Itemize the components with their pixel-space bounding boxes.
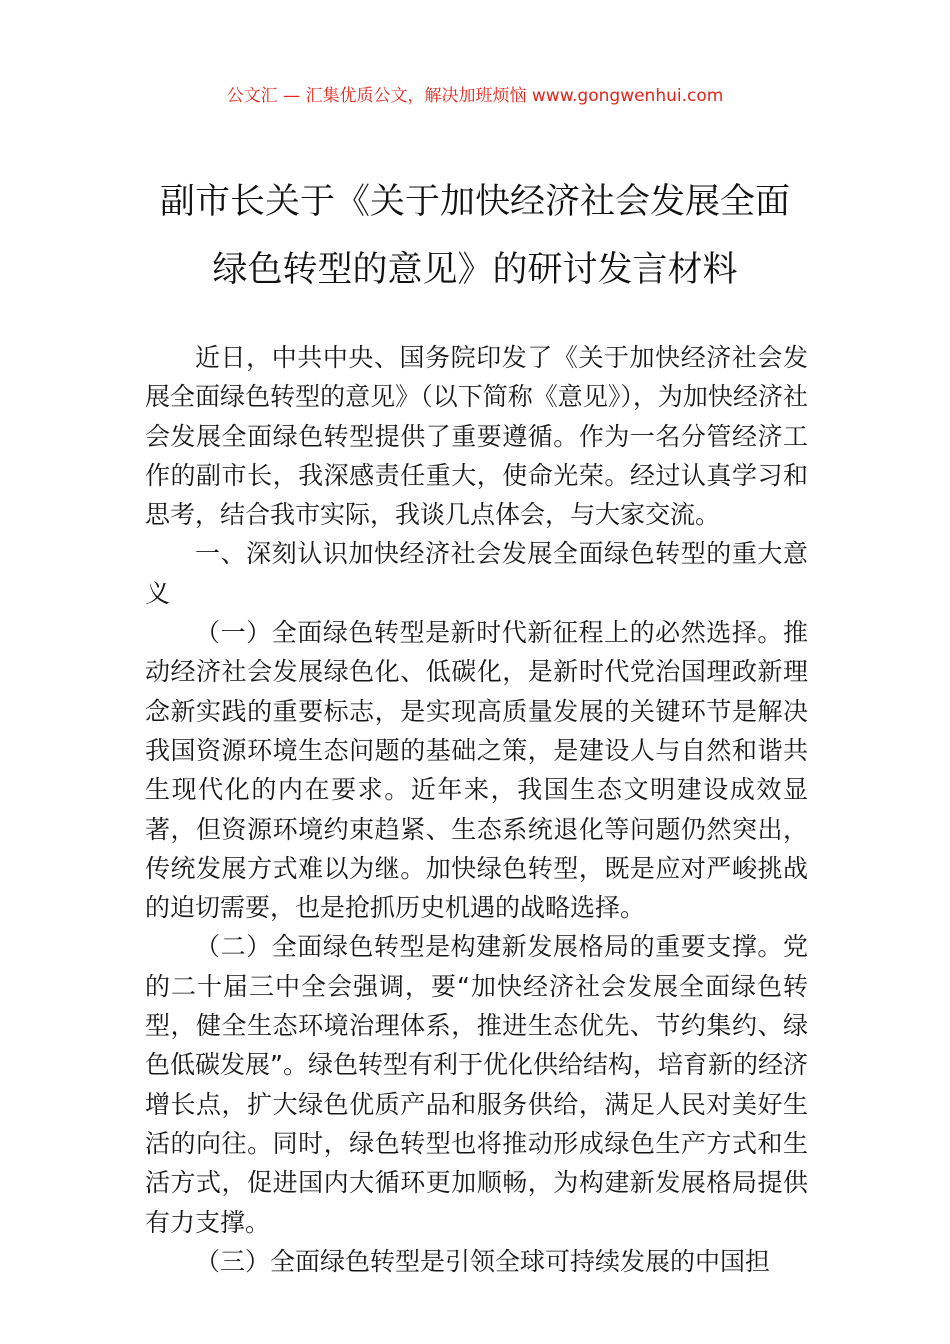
section-heading-1: 一、深刻认识加快经济社会发展全面绿色转型的重大意义: [145, 539, 808, 608]
paragraph-point-3: （三）全面绿色转型是引领全球可持续发展的中国担: [195, 1246, 771, 1276]
paragraph-point-1: （一）全面绿色转型是新时代新征程上的必然选择。推动经济社会发展绿色化、低碳化，是新时代党治国理政新理念新实践的重要标志，是实现高质量发展的关键环节是解决我国资源环境生态问题的基础之策，是建设人与自然和谐共生现代化的内在要求。近年来，我国生态文明建设成效显著，但资源环境约束趋紧、生态系统退化等问题仍然突出，传统发展方式难以为继。加快绿色转型，既是应对严峻挑战的迫切需要，也是抢抓历史机遇的战略选择。: [145, 618, 808, 923]
document-body: [145, 338, 808, 1281]
paragraph-intro: 近日，中共中央、国务院印发了《关于加快经济社会发展全面绿色转型的意见》（以下简称《意见》），为加快经济社会发展全面绿色转型提供了重要遵循。作为一名分管经济工作的副市长，我深感责任重大，使命光荣。经过认真学习和思考，结合我市实际，我谈几点体会，与大家交流。: [145, 343, 808, 530]
document-title-line-1: 副市长关于《关于加快经济社会发展全面: [159, 182, 790, 222]
paragraph-point-2: （二）全面绿色转型是构建新发展格局的重要支撑。党的二十届三中全会强调，要“加快经济社会发展全面绿色转型，健全生态环境治理体系，推进生态优先、节约集约、绿色低碳发展”。绿色转型有利于优化供给结构，培育新的经济增长点，扩大绿色优质产品和服务供给，满足人民对美好生活的向往。同时，绿色转型也将推动形成绿色生产方式和生活方式，促进国内大循环更加顺畅，为构建新发展格局提供有力支撑。: [145, 932, 808, 1237]
document-title-line-2: 绿色转型的意见》的研讨发言材料: [212, 250, 738, 290]
site-banner: 公文汇 — 汇集优质公文，解决加班烦恼 www.gongwenhui.com: [226, 86, 724, 106]
